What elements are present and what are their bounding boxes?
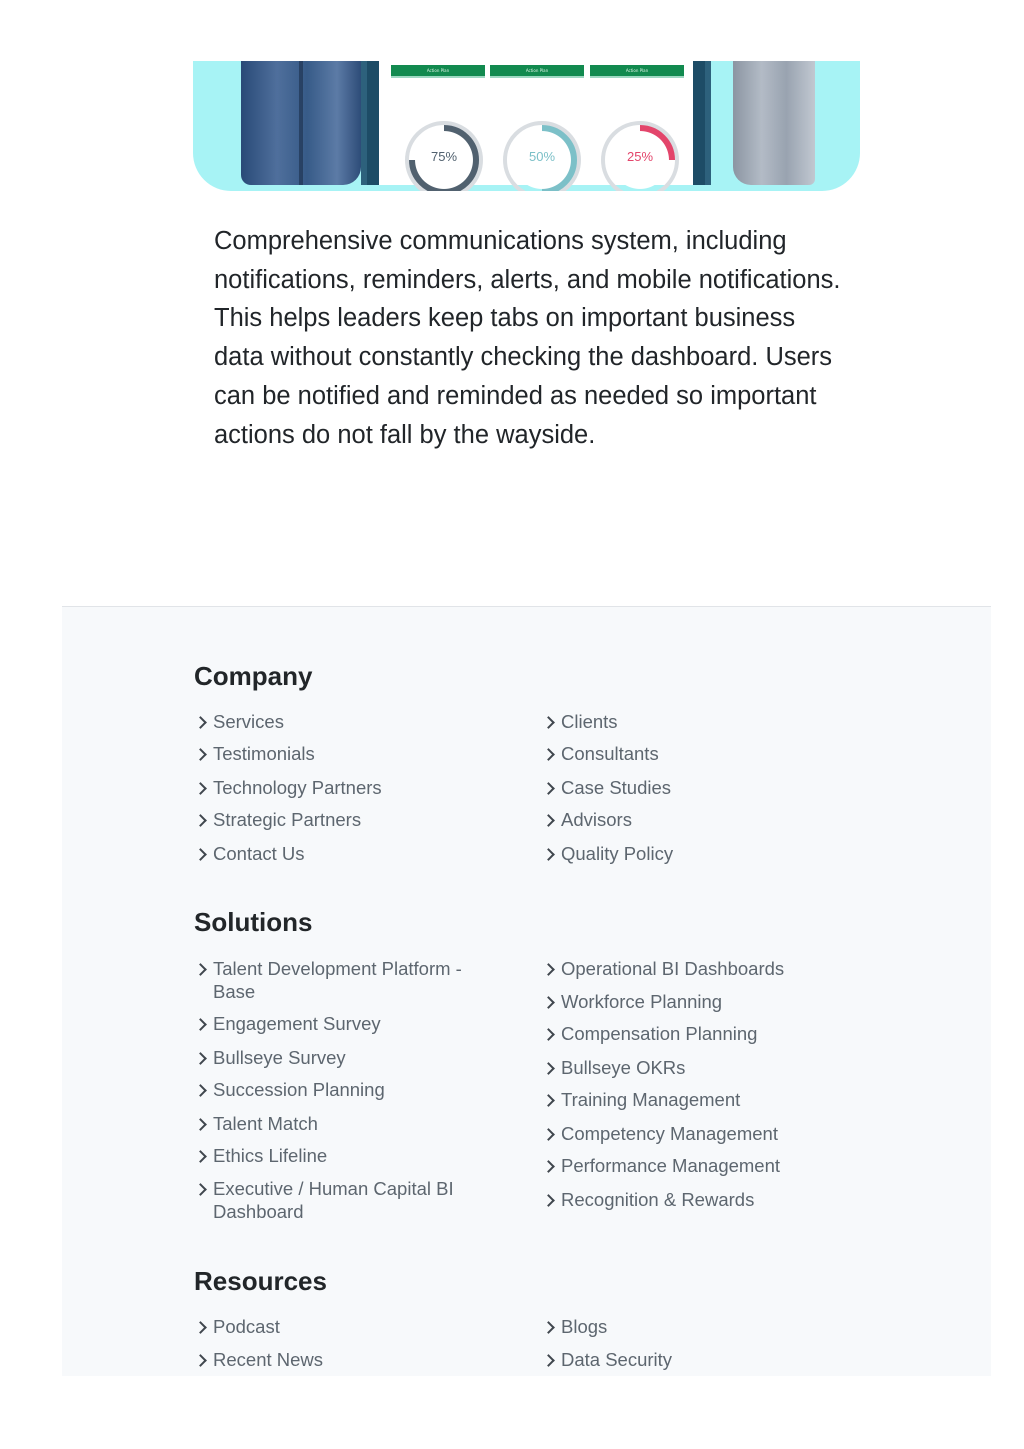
footer-link-services[interactable]: Services [194,711,284,734]
footer-company-title: Company [194,661,313,691]
footer-link-data-security[interactable]: Data Security [542,1349,672,1372]
footer-link-case-studies[interactable]: Case Studies [542,777,671,800]
chevron-right-icon [542,1155,561,1177]
footer-link-advisors[interactable]: Advisors [542,809,632,832]
footer-link-engagement-survey[interactable]: Engagement Survey [194,1013,381,1036]
chevron-right-icon [194,958,213,980]
hero-image [193,61,860,191]
action-plan-button: Action Plan [590,65,684,76]
action-plan-button: Action Plan [391,65,485,76]
chevron-right-icon [542,958,561,980]
footer-link-talent-development-platform[interactable]: Talent Development Platform - Base [194,958,483,1003]
chevron-right-icon [194,809,213,831]
chevron-right-icon [194,777,213,799]
chevron-right-icon [542,1349,561,1371]
chevron-right-icon [194,1047,213,1069]
chevron-right-icon [542,1023,561,1045]
dashboard-screen-image [361,61,711,185]
footer-solutions-title: Solutions [194,907,313,937]
footer-link-contact-us[interactable]: Contact Us [194,843,305,866]
chevron-right-icon [194,1316,213,1338]
chevron-right-icon [542,1316,561,1338]
progress-gauge [601,121,679,191]
footer-link-recognition-rewards[interactable]: Recognition & Rewards [542,1189,754,1212]
footer-link-compensation-planning[interactable]: Compensation Planning [542,1023,757,1046]
chevron-right-icon [194,1079,213,1101]
dashboard-screen-content [379,61,693,185]
chevron-right-icon [194,1349,213,1371]
footer-link-talent-match[interactable]: Talent Match [194,1113,318,1136]
footer-link-performance-management[interactable]: Performance Management [542,1155,780,1178]
footer-link-operational-bi-dashboards[interactable]: Operational BI Dashboards [542,958,784,981]
gauge-label: 75% [430,148,458,164]
gauge-label: 25% [626,148,654,164]
chevron-right-icon [194,1013,213,1035]
footer-link-testimonials[interactable]: Testimonials [194,743,315,766]
chevron-right-icon [194,1145,213,1167]
footer-link-recent-news[interactable]: Recent News [194,1349,323,1372]
chevron-right-icon [542,1057,561,1079]
footer-link-competency-management[interactable]: Competency Management [542,1123,778,1146]
chevron-right-icon [542,711,561,733]
chevron-right-icon [542,1089,561,1111]
chevron-right-icon [194,843,213,865]
chevron-right-icon [194,743,213,765]
footer-link-blogs[interactable]: Blogs [542,1316,607,1339]
chevron-right-icon [542,991,561,1013]
chevron-right-icon [194,711,213,733]
footer-link-consultants[interactable]: Consultants [542,743,659,766]
footer-link-executive-bi-dashboard[interactable]: Executive / Human Capital BI Dashboard [194,1178,483,1223]
footer-link-bullseye-survey[interactable]: Bullseye Survey [194,1047,346,1070]
footer-link-technology-partners[interactable]: Technology Partners [194,777,382,800]
progress-gauge [405,121,483,191]
chevron-right-icon [542,777,561,799]
chevron-right-icon [194,1113,213,1135]
chevron-right-icon [542,809,561,831]
footer-link-training-management[interactable]: Training Management [542,1089,740,1112]
footer-link-workforce-planning[interactable]: Workforce Planning [542,991,722,1014]
footer-link-clients[interactable]: Clients [542,711,618,734]
footer-link-succession-planning[interactable]: Succession Planning [194,1079,385,1102]
person-left-image [241,61,361,185]
person-right-image [733,61,815,185]
footer-link-podcast[interactable]: Podcast [194,1316,280,1339]
footer-link-ethics-lifeline[interactable]: Ethics Lifeline [194,1145,327,1168]
footer [62,606,991,1376]
chevron-right-icon [194,1178,213,1200]
footer-link-bullseye-okrs[interactable]: Bullseye OKRs [542,1057,685,1080]
chevron-right-icon [542,1189,561,1211]
chevron-right-icon [542,743,561,765]
footer-link-quality-policy[interactable]: Quality Policy [542,843,673,866]
footer-resources-title: Resources [194,1266,327,1296]
gauge-label: 50% [528,148,556,164]
chevron-right-icon [542,1123,561,1145]
progress-gauge [503,121,581,191]
action-plan-button: Action Plan [490,65,584,76]
chevron-right-icon [542,843,561,865]
feature-description: Comprehensive communications system, including notifications, reminders, alerts, and mobile notifications. This helps leaders keep tabs on important business data without constantly checking the dashboard. Users can be notified and reminded as needed so important actions do not fall by the wayside. [214,227,841,449]
footer-link-strategic-partners[interactable]: Strategic Partners [194,809,361,832]
